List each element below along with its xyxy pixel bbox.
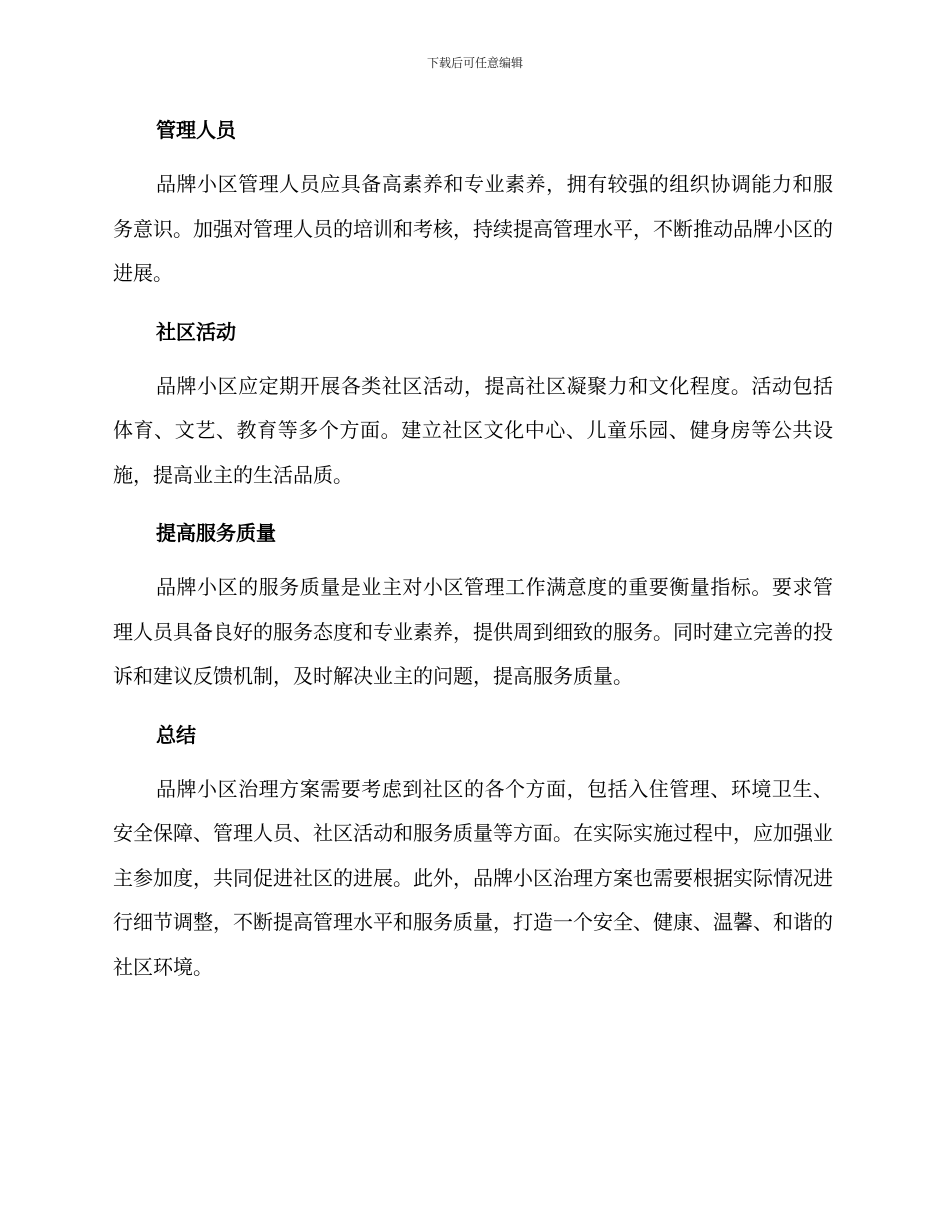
document-content <box>113 110 833 1005</box>
header-note: 下载后可任意编辑 <box>426 56 523 70</box>
section-heading-summary: 总结 <box>156 722 196 747</box>
section-body-community-activities: 品牌小区应定期开展各类社区活动，提高社区凝聚力和文化程度。活动包括体育、文艺、教育等多个方面。建立社区文化中心、儿童乐园、健身房等公共设施，提高业主的生活品质。 <box>113 373 833 487</box>
section-body-service-quality: 品牌小区的服务质量是业主对小区管理工作满意度的重要衡量指标。要求管理人员具备良好的服务态度和专业素养，提供周到细致的服务。同时建立完善的投诉和建议反馈机制，及时解决业主的问题，提高服务质量。 <box>113 575 833 688</box>
section-body-summary: 品牌小区治理方案需要考虑到社区的各个方面，包括入住管理、环境卫生、安全保障、管理人员、社区活动和服务质量等方面。在实际实施过程中，应加强业主参加度，共同促进社区的进展。此外，品牌小区治理方案也需要根据实际情况进行细节调整，不断提高管理水平和服务质量，打造一个安全、健康、温馨、和谐的社区环境。 <box>113 776 833 979</box>
section-heading-management-staff: 管理人员 <box>156 118 236 142</box>
section-heading-community-activities: 社区活动 <box>156 319 236 344</box>
section-heading-service-quality: 提高服务质量 <box>156 521 276 545</box>
section-body-management-staff: 品牌小区管理人员应具备高素养和专业素养，拥有较强的组织协调能力和服务意识。加强对管理人员的培训和考核，持续提高管理水平，不断推动品牌小区的进展。 <box>113 172 833 285</box>
